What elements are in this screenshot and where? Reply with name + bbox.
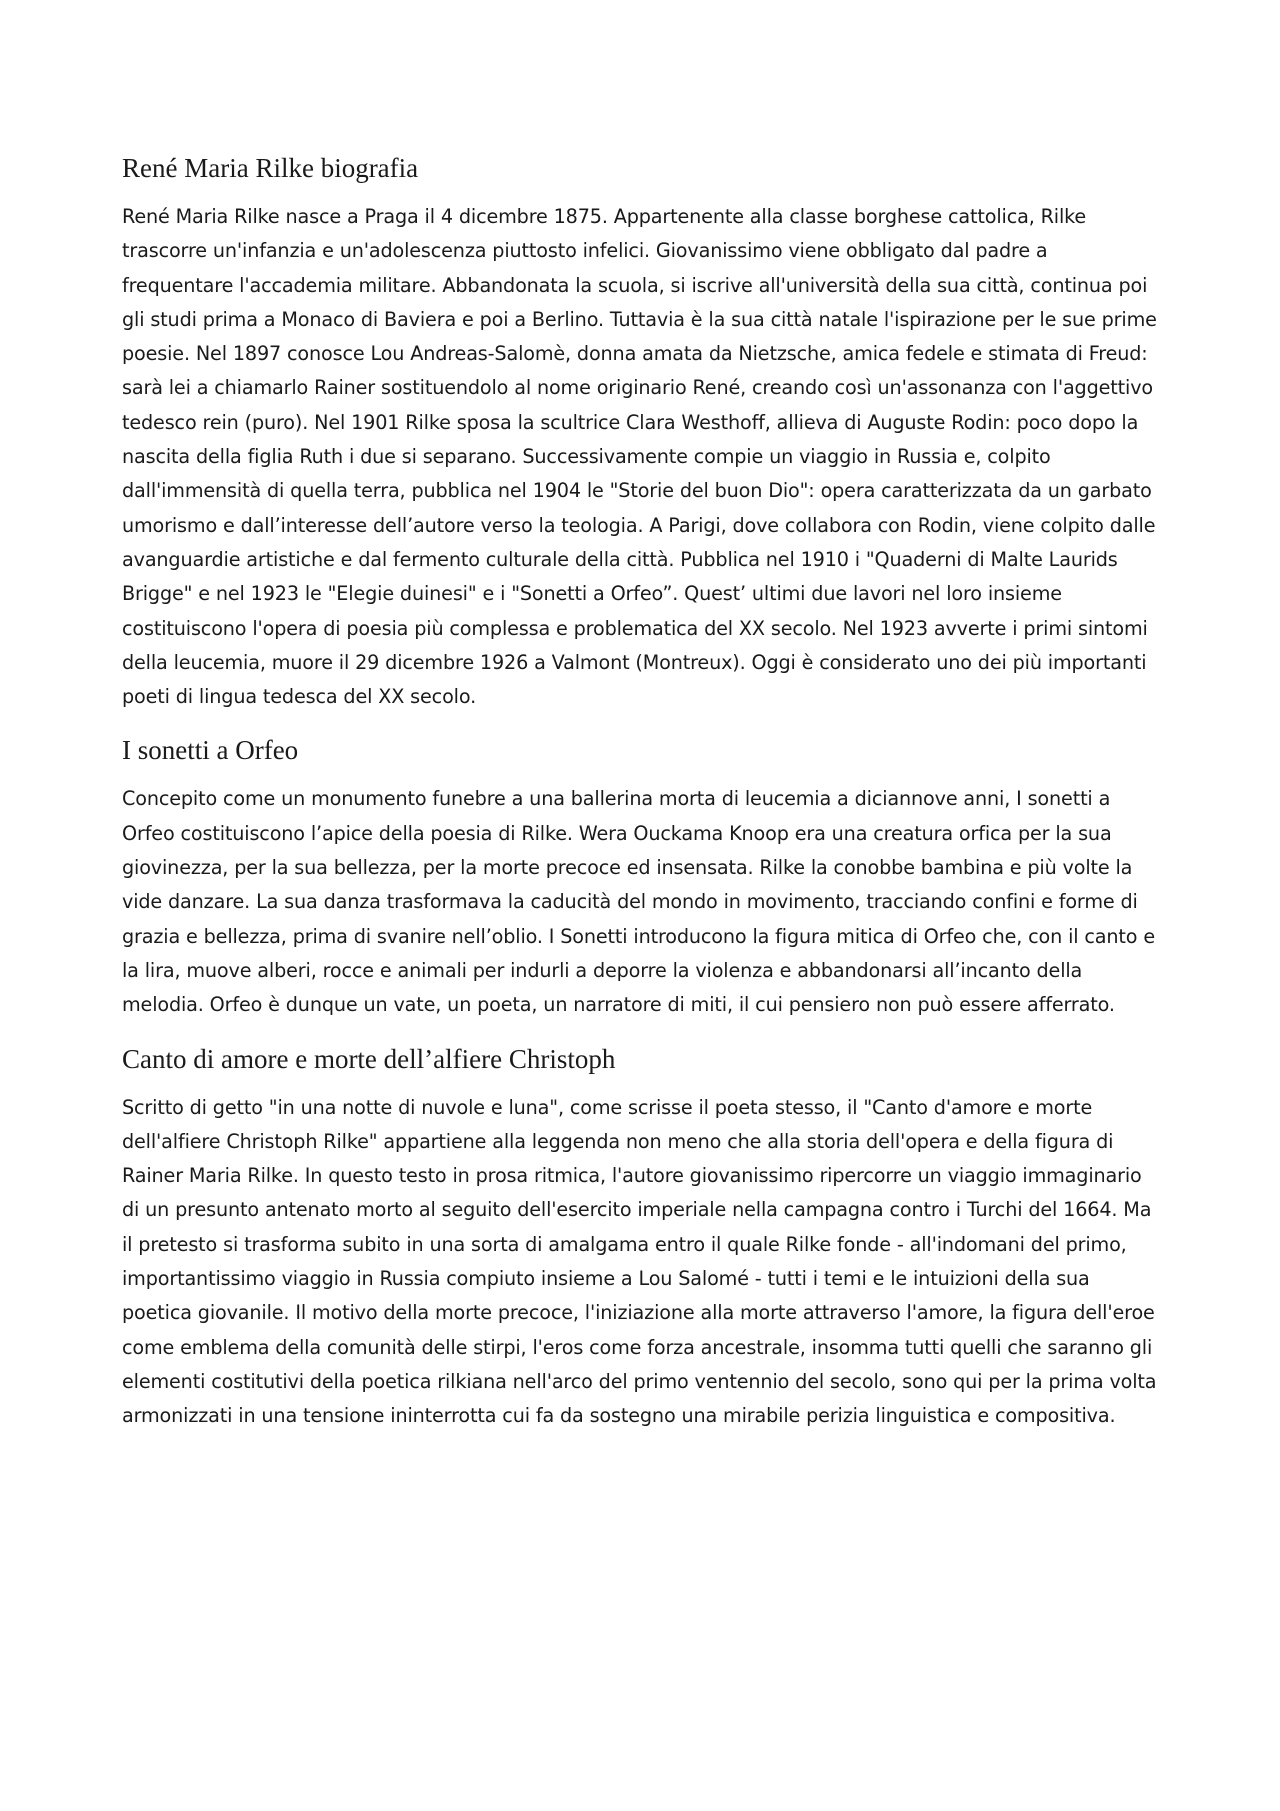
section-heading: I sonetti a Orfeo <box>122 735 299 766</box>
section-canto-christoph <box>122 1041 1162 1434</box>
section-heading: René Maria Rilke biografia <box>122 153 419 183</box>
section-heading: Canto di amore e morte dell’alfiere Christoph <box>122 1043 616 1074</box>
section-paragraph: Scritto di getto "in una notte di nuvole e luna", come scrisse il poeta stesso, il "Canto d'amore e morte dell'alfiere Christoph Rilke" appartiene alla leggenda non meno che alla storia dell'opera e della figura di Rainer Maria Rilke. In questo testo in prosa ritmica, l'autore giovanissimo ripercorre un viaggio immaginario di un presunto antenato morto al seguito dell'esercito imperiale nella campagna contro i Turchi del 1664. Ma il pretesto si trasforma subito in una sorta di amalgama entro il quale Rilke fonde - all'indomani del primo, importantissimo viaggio in Russia compiuto insieme a Lou Salomé - tutti i temi e le intuizioni della sua poetica giovanile. Il motivo della morte precoce, l'iniziazione alla morte attraverso l'amore, la figura dell'eroe come emblema della comunità delle stirpi, l'eros come forza ancestrale, insomma tutti quelli che saranno gli elementi costitutivi della poetica rilkiana nell'arco del primo ventennio del secolo, sono qui per la prima volta armonizzati in una tensione ininterrotta cui fa da sostegno una mirabile perizia linguistica e compositiva. <box>122 1095 1157 1428</box>
section-biografia <box>122 150 1162 714</box>
section-sonetti-orfeo <box>122 732 1162 1022</box>
section-paragraph: René Maria Rilke nasce a Praga il 4 dicembre 1875. Appartenente alla classe borghese cattolica, Rilke trascorre un'infanzia e un'adolescenza piuttosto infelici. Giovanissimo viene obbligato dal padre a frequentare l'accademia militare. Abbandonata la scuola, si iscrive all'università della sua città, continua poi gli studi prima a Monaco di Baviera e poi a Berlino. Tuttavia è la sua città natale l'ispirazione per le sue prime poesie. Nel 1897 conosce Lou Andreas-Salomè, donna amata da Nietzsche, amica fedele e stimata di Freud: sarà lei a chiamarlo Rainer sostituendolo al nome originario René, creando così un'assonanza con l'aggettivo tedesco rein (puro). Nel 1901 Rilke sposa la scultrice Clara Westhoff, allieva di Auguste Rodin: poco dopo la nascita della figlia Ruth i due si separano. Successivamente compie un viaggio in Russia e, colpito dall'immensità di quella terra, pubblica nel 1904 le "Storie del buon Dio": opera caratterizzata da un garbato umorismo e dall’interesse dell’autore verso la teologia. A Parigi, dove collabora con Rodin, viene colpito dalle avanguardie artistiche e dal fermento culturale della città. Pubblica nel 1910 i "Quaderni di Malte Laurids Brigge" e nel 1923 le "Elegie duinesi" e i "Sonetti a Orfeo”. Quest’ ultimi due lavori nel loro insieme costituiscono l'opera di poesia più complessa e problematica del XX secolo. Nel 1923 avverte i primi sintomi della leucemia, muore il 29 dicembre 1926 a Valmont (Montreux). Oggi è considerato uno dei più importanti poeti di lingua tedesca del XX secolo. <box>122 205 1157 709</box>
document-page <box>122 150 1162 1452</box>
section-paragraph: Concepito come un monumento funebre a una ballerina morta di leucemia a diciannove anni, I sonetti a Orfeo costituiscono l’apice della poesia di Rilke. Wera Ouckama Knoop era una creatura orfica per la sua giovinezza, per la sua bellezza, per la morte precoce ed insensata. Rilke la conobbe bambina e più volte la vide danzare. La sua danza trasformava la caducità del mondo in movimento, tracciando confini e forme di grazia e bellezza, prima di svanire nell’oblio. I Sonetti introducono la figura mitica di Orfeo che, con il canto e la lira, muove alberi, rocce e animali per indurli a deporre la violenza e abbandonarsi all’incanto della melodia. Orfeo è dunque un vate, un poeta, un narratore di miti, il cui pensiero non può essere afferrato. <box>122 787 1155 1017</box>
